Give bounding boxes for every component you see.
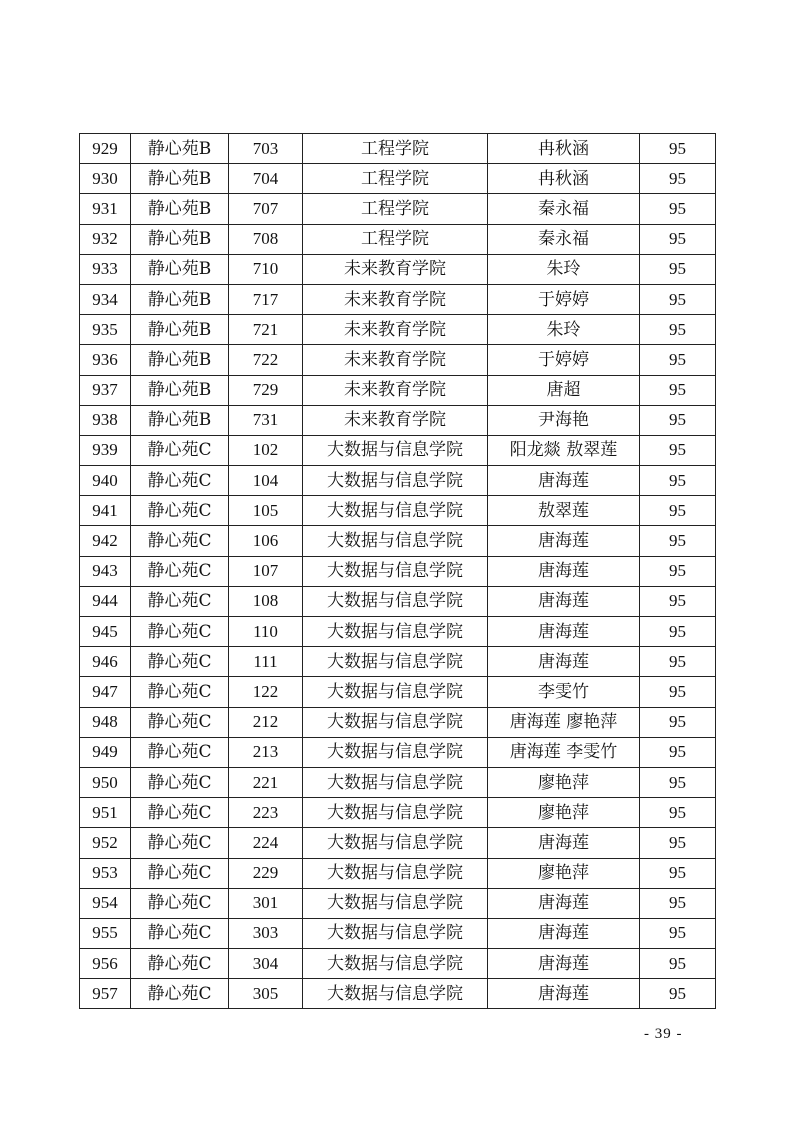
college-cell: 大数据与信息学院 [303,526,488,556]
college-cell: 大数据与信息学院 [303,586,488,616]
building-cell: 静心苑C [131,767,229,797]
college-cell: 大数据与信息学院 [303,617,488,647]
score-cell: 95 [640,164,716,194]
row-number-cell: 935 [80,315,131,345]
score-cell: 95 [640,224,716,254]
row-number-cell: 939 [80,435,131,465]
responsible-person-cell: 敖翠莲 [488,496,640,526]
responsible-person-cell: 廖艳萍 [488,858,640,888]
room-number-cell: 731 [229,405,303,435]
room-number-cell: 110 [229,617,303,647]
table-row [80,254,716,284]
responsible-person-cell: 李雯竹 [488,677,640,707]
college-cell: 大数据与信息学院 [303,737,488,767]
college-cell: 工程学院 [303,194,488,224]
responsible-person-cell: 唐海莲 [488,828,640,858]
table-row [80,767,716,797]
responsible-person-cell: 廖艳萍 [488,767,640,797]
table-row [80,556,716,586]
row-number-cell: 938 [80,405,131,435]
building-cell: 静心苑C [131,435,229,465]
table-row [80,405,716,435]
room-number-cell: 703 [229,134,303,164]
row-number-cell: 933 [80,254,131,284]
score-cell: 95 [640,617,716,647]
college-cell: 大数据与信息学院 [303,707,488,737]
responsible-person-cell: 唐海莲 [488,979,640,1009]
building-cell: 静心苑C [131,496,229,526]
responsible-person-cell: 秦永福 [488,194,640,224]
score-cell: 95 [640,496,716,526]
score-cell: 95 [640,767,716,797]
building-cell: 静心苑C [131,979,229,1009]
room-number-cell: 224 [229,828,303,858]
college-cell: 未来教育学院 [303,284,488,314]
table-row [80,828,716,858]
score-cell: 95 [640,798,716,828]
college-cell: 大数据与信息学院 [303,435,488,465]
building-cell: 静心苑C [131,586,229,616]
table-row [80,224,716,254]
table-row [80,707,716,737]
table-row [80,194,716,224]
college-cell: 大数据与信息学院 [303,949,488,979]
building-cell: 静心苑C [131,707,229,737]
row-number-cell: 936 [80,345,131,375]
row-number-cell: 949 [80,737,131,767]
responsible-person-cell: 朱玲 [488,254,640,284]
score-cell: 95 [640,556,716,586]
row-number-cell: 929 [80,134,131,164]
table-body [80,134,716,1009]
score-cell: 95 [640,284,716,314]
building-cell: 静心苑C [131,617,229,647]
row-number-cell: 951 [80,798,131,828]
room-number-cell: 105 [229,496,303,526]
table-row [80,375,716,405]
row-number-cell: 937 [80,375,131,405]
score-cell: 95 [640,888,716,918]
row-number-cell: 952 [80,828,131,858]
room-number-cell: 104 [229,466,303,496]
college-cell: 未来教育学院 [303,345,488,375]
table-row [80,586,716,616]
row-number-cell: 940 [80,466,131,496]
score-cell: 95 [640,435,716,465]
college-cell: 未来教育学院 [303,405,488,435]
building-cell: 静心苑B [131,315,229,345]
room-number-cell: 729 [229,375,303,405]
college-cell: 大数据与信息学院 [303,556,488,586]
building-cell: 静心苑C [131,828,229,858]
building-cell: 静心苑B [131,164,229,194]
room-number-cell: 722 [229,345,303,375]
room-number-cell: 704 [229,164,303,194]
responsible-person-cell: 唐海莲 李雯竹 [488,737,640,767]
score-cell: 95 [640,526,716,556]
room-number-cell: 710 [229,254,303,284]
building-cell: 静心苑C [131,798,229,828]
room-number-cell: 213 [229,737,303,767]
score-cell: 95 [640,254,716,284]
college-cell: 大数据与信息学院 [303,888,488,918]
room-number-cell: 223 [229,798,303,828]
responsible-person-cell: 唐海莲 [488,526,640,556]
row-number-cell: 932 [80,224,131,254]
score-cell: 95 [640,858,716,888]
building-cell: 静心苑B [131,405,229,435]
row-number-cell: 942 [80,526,131,556]
row-number-cell: 946 [80,647,131,677]
score-cell: 95 [640,918,716,948]
table-row [80,858,716,888]
row-number-cell: 945 [80,617,131,647]
dormitory-score-table [79,133,716,1009]
room-number-cell: 301 [229,888,303,918]
responsible-person-cell: 唐海莲 [488,888,640,918]
table-row [80,526,716,556]
row-number-cell: 941 [80,496,131,526]
building-cell: 静心苑B [131,345,229,375]
responsible-person-cell: 阳龙燚 敖翠莲 [488,435,640,465]
college-cell: 大数据与信息学院 [303,496,488,526]
score-cell: 95 [640,466,716,496]
college-cell: 未来教育学院 [303,315,488,345]
row-number-cell: 931 [80,194,131,224]
building-cell: 静心苑C [131,556,229,586]
score-cell: 95 [640,737,716,767]
responsible-person-cell: 唐海莲 [488,556,640,586]
responsible-person-cell: 唐海莲 [488,617,640,647]
college-cell: 工程学院 [303,134,488,164]
table-row [80,435,716,465]
table-row [80,345,716,375]
table-row [80,918,716,948]
table-row [80,949,716,979]
responsible-person-cell: 于婷婷 [488,284,640,314]
table-row [80,164,716,194]
table-row [80,617,716,647]
room-number-cell: 212 [229,707,303,737]
college-cell: 大数据与信息学院 [303,677,488,707]
score-cell: 95 [640,194,716,224]
room-number-cell: 229 [229,858,303,888]
row-number-cell: 944 [80,586,131,616]
building-cell: 静心苑C [131,677,229,707]
building-cell: 静心苑C [131,949,229,979]
building-cell: 静心苑C [131,466,229,496]
score-cell: 95 [640,315,716,345]
responsible-person-cell: 唐海莲 [488,647,640,677]
room-number-cell: 717 [229,284,303,314]
responsible-person-cell: 唐海莲 [488,949,640,979]
score-cell: 95 [640,979,716,1009]
building-cell: 静心苑C [131,647,229,677]
building-cell: 静心苑C [131,526,229,556]
room-number-cell: 107 [229,556,303,586]
college-cell: 大数据与信息学院 [303,918,488,948]
building-cell: 静心苑B [131,284,229,314]
table-row [80,677,716,707]
responsible-person-cell: 朱玲 [488,315,640,345]
responsible-person-cell: 唐海莲 [488,918,640,948]
building-cell: 静心苑B [131,224,229,254]
row-number-cell: 930 [80,164,131,194]
college-cell: 未来教育学院 [303,375,488,405]
row-number-cell: 934 [80,284,131,314]
responsible-person-cell: 唐超 [488,375,640,405]
responsible-person-cell: 冉秋涵 [488,134,640,164]
building-cell: 静心苑C [131,918,229,948]
score-cell: 95 [640,647,716,677]
room-number-cell: 221 [229,767,303,797]
building-cell: 静心苑B [131,254,229,284]
row-number-cell: 953 [80,858,131,888]
college-cell: 未来教育学院 [303,254,488,284]
row-number-cell: 943 [80,556,131,586]
college-cell: 大数据与信息学院 [303,828,488,858]
table-row [80,737,716,767]
room-number-cell: 305 [229,979,303,1009]
responsible-person-cell: 廖艳萍 [488,798,640,828]
row-number-cell: 948 [80,707,131,737]
score-cell: 95 [640,677,716,707]
responsible-person-cell: 唐海莲 [488,586,640,616]
table-row [80,496,716,526]
responsible-person-cell: 尹海艳 [488,405,640,435]
score-cell: 95 [640,134,716,164]
table-row [80,647,716,677]
room-number-cell: 106 [229,526,303,556]
responsible-person-cell: 冉秋涵 [488,164,640,194]
building-cell: 静心苑C [131,737,229,767]
building-cell: 静心苑B [131,134,229,164]
responsible-person-cell: 于婷婷 [488,345,640,375]
score-cell: 95 [640,405,716,435]
row-number-cell: 954 [80,888,131,918]
college-cell: 大数据与信息学院 [303,767,488,797]
responsible-person-cell: 唐海莲 [488,466,640,496]
table-row [80,134,716,164]
score-cell: 95 [640,707,716,737]
room-number-cell: 122 [229,677,303,707]
college-cell: 大数据与信息学院 [303,647,488,677]
table-row [80,315,716,345]
room-number-cell: 304 [229,949,303,979]
row-number-cell: 947 [80,677,131,707]
college-cell: 大数据与信息学院 [303,858,488,888]
table-row [80,466,716,496]
table-row [80,284,716,314]
row-number-cell: 957 [80,979,131,1009]
college-cell: 大数据与信息学院 [303,979,488,1009]
room-number-cell: 108 [229,586,303,616]
building-cell: 静心苑B [131,194,229,224]
responsible-person-cell: 唐海莲 廖艳萍 [488,707,640,737]
table-row [80,979,716,1009]
score-cell: 95 [640,375,716,405]
room-number-cell: 708 [229,224,303,254]
building-cell: 静心苑C [131,858,229,888]
college-cell: 大数据与信息学院 [303,466,488,496]
room-number-cell: 111 [229,647,303,677]
college-cell: 工程学院 [303,224,488,254]
row-number-cell: 956 [80,949,131,979]
table-row [80,798,716,828]
building-cell: 静心苑B [131,375,229,405]
room-number-cell: 721 [229,315,303,345]
room-number-cell: 707 [229,194,303,224]
room-number-cell: 303 [229,918,303,948]
building-cell: 静心苑C [131,888,229,918]
responsible-person-cell: 秦永福 [488,224,640,254]
page-number: - 39 - [644,1026,683,1042]
score-cell: 95 [640,345,716,375]
score-cell: 95 [640,949,716,979]
score-cell: 95 [640,586,716,616]
row-number-cell: 950 [80,767,131,797]
score-cell: 95 [640,828,716,858]
room-number-cell: 102 [229,435,303,465]
table-row [80,888,716,918]
college-cell: 大数据与信息学院 [303,798,488,828]
row-number-cell: 955 [80,918,131,948]
college-cell: 工程学院 [303,164,488,194]
